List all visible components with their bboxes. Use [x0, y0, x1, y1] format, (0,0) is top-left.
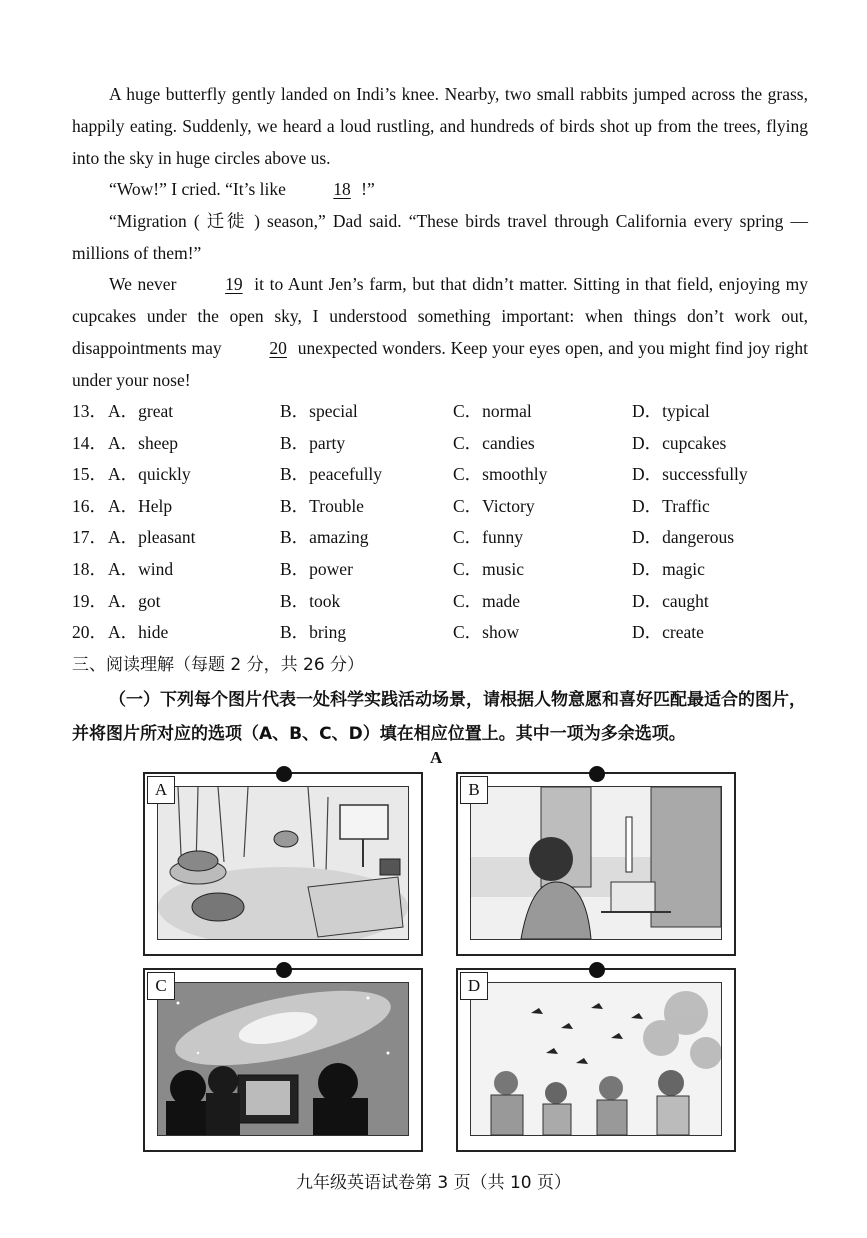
option-d: D．typical [632, 401, 710, 421]
option-d: D．caught [632, 590, 709, 611]
question-row [72, 584, 812, 616]
question-row [72, 552, 812, 584]
passage-text: “Migration ( 迁徙 ) season,” Dad said. “These birds travel through California every spring — millions of them!” [72, 211, 808, 263]
question-number: 17． [72, 527, 107, 548]
option-b: B．special [280, 401, 358, 421]
blank-19: 19 [225, 274, 243, 294]
option-c: C．show [453, 622, 520, 643]
question-row [72, 394, 812, 426]
passage-paragraph-3 [72, 205, 808, 269]
question-row [72, 426, 812, 458]
question-number: 15． [72, 464, 107, 485]
question-row [72, 457, 812, 489]
picture-card-a [143, 772, 423, 956]
blank-20: 20 [269, 338, 287, 358]
question-number: 20． [72, 622, 107, 643]
option-c: C．smoothly [453, 464, 548, 485]
picture-card-b [456, 772, 736, 956]
option-a: A．got [108, 590, 161, 611]
passage-paragraph-4 [72, 268, 808, 396]
passage-paragraph-2 [72, 173, 808, 205]
option-b: B．amazing [280, 527, 369, 548]
blank-18: 18 [333, 179, 351, 199]
passage-text: A huge butterfly gently landed on Indi’s knee. Nearby, two small rabbits jumped across the grass, happily eating. Suddenly, we heard a loud rustling, and hundreds of birds shot up from the trees, flying into the sky in huge circles above us. [72, 84, 808, 168]
picture-letter: A [147, 776, 175, 804]
option-a: A．hide [108, 622, 169, 643]
option-a: A．quickly [108, 464, 191, 485]
option-c: C．funny [453, 527, 523, 548]
page-footer: 九年级英语试卷第 3 页（共 10 页） [295, 1173, 572, 1193]
passage-text: unexpected wonders. Keep your eyes open, and you might find joy right under your nose! [72, 338, 809, 390]
water-testing-illustration [470, 786, 722, 940]
question-number: 19． [72, 590, 107, 611]
option-b: B．peacefully [280, 464, 383, 485]
option-c: C．music [453, 558, 524, 579]
section-title: 三、阅读理解（每题 2 分，共 26 分） [72, 655, 365, 675]
option-a: A．wind [108, 558, 174, 579]
question-options [72, 394, 812, 647]
picture-card-d [456, 968, 736, 1152]
option-a: A．sheep [108, 432, 178, 453]
picture-card-c [143, 968, 423, 1152]
option-d: D．successfully [632, 464, 748, 485]
option-b: B．took [280, 590, 341, 611]
option-c: C．Victory [453, 495, 535, 516]
galaxy-computer-illustration [157, 982, 409, 1136]
picture-letter: C [147, 972, 175, 1000]
option-c: C．normal [453, 401, 532, 421]
question-number: 18． [72, 558, 107, 579]
question-row [72, 489, 812, 521]
option-a: A．pleasant [108, 527, 196, 548]
question-row [72, 615, 812, 647]
passage-text: We never [109, 274, 177, 294]
option-c: C．made [453, 590, 521, 611]
option-d: D．create [632, 622, 704, 643]
pond-frogs-illustration [157, 786, 409, 940]
option-b: B．bring [280, 622, 347, 643]
question-number: 14． [72, 432, 107, 453]
pin-icon [276, 962, 292, 978]
passage-text: !” [361, 179, 375, 199]
option-d: D．cupcakes [632, 432, 727, 453]
option-d: D．Traffic [632, 495, 710, 516]
section-instruction: （一）下列每个图片代表一处科学实践活动场景，请根据人物意愿和喜好匹配最适合的图片，并将图片所对应的选项（A、B、C、D）填在相应位置上。其中一项为多余选项。 [72, 690, 806, 744]
option-d: D．dangerous [632, 527, 735, 548]
pin-icon [276, 766, 292, 782]
picture-letter: B [460, 776, 488, 804]
option-b: B．Trouble [280, 495, 364, 516]
option-a: A．great [108, 401, 174, 421]
option-b: B．party [280, 432, 346, 453]
option-d: D．magic [632, 558, 705, 579]
passage-text: “Wow!” I cried. “It’s like [109, 179, 286, 199]
passage-text: it to Aunt Jen’s farm, but that didn’t matter. Sitting in that field, enjoying my cupcakes under the open sky, I understood something important: when things don’t work out, disappointments may [72, 274, 809, 358]
question-row [72, 520, 812, 552]
pin-icon [589, 766, 605, 782]
picture-letter: D [460, 972, 488, 1000]
option-c: C．candies [453, 432, 535, 453]
birdwatching-illustration [470, 982, 722, 1136]
pin-icon [589, 962, 605, 978]
question-number: 16． [72, 495, 107, 516]
option-b: B．power [280, 558, 353, 579]
passage-paragraph-1 [72, 78, 808, 174]
option-a: A．Help [108, 495, 173, 516]
picture-set-label: A [430, 748, 443, 767]
question-number: 13． [72, 401, 107, 421]
